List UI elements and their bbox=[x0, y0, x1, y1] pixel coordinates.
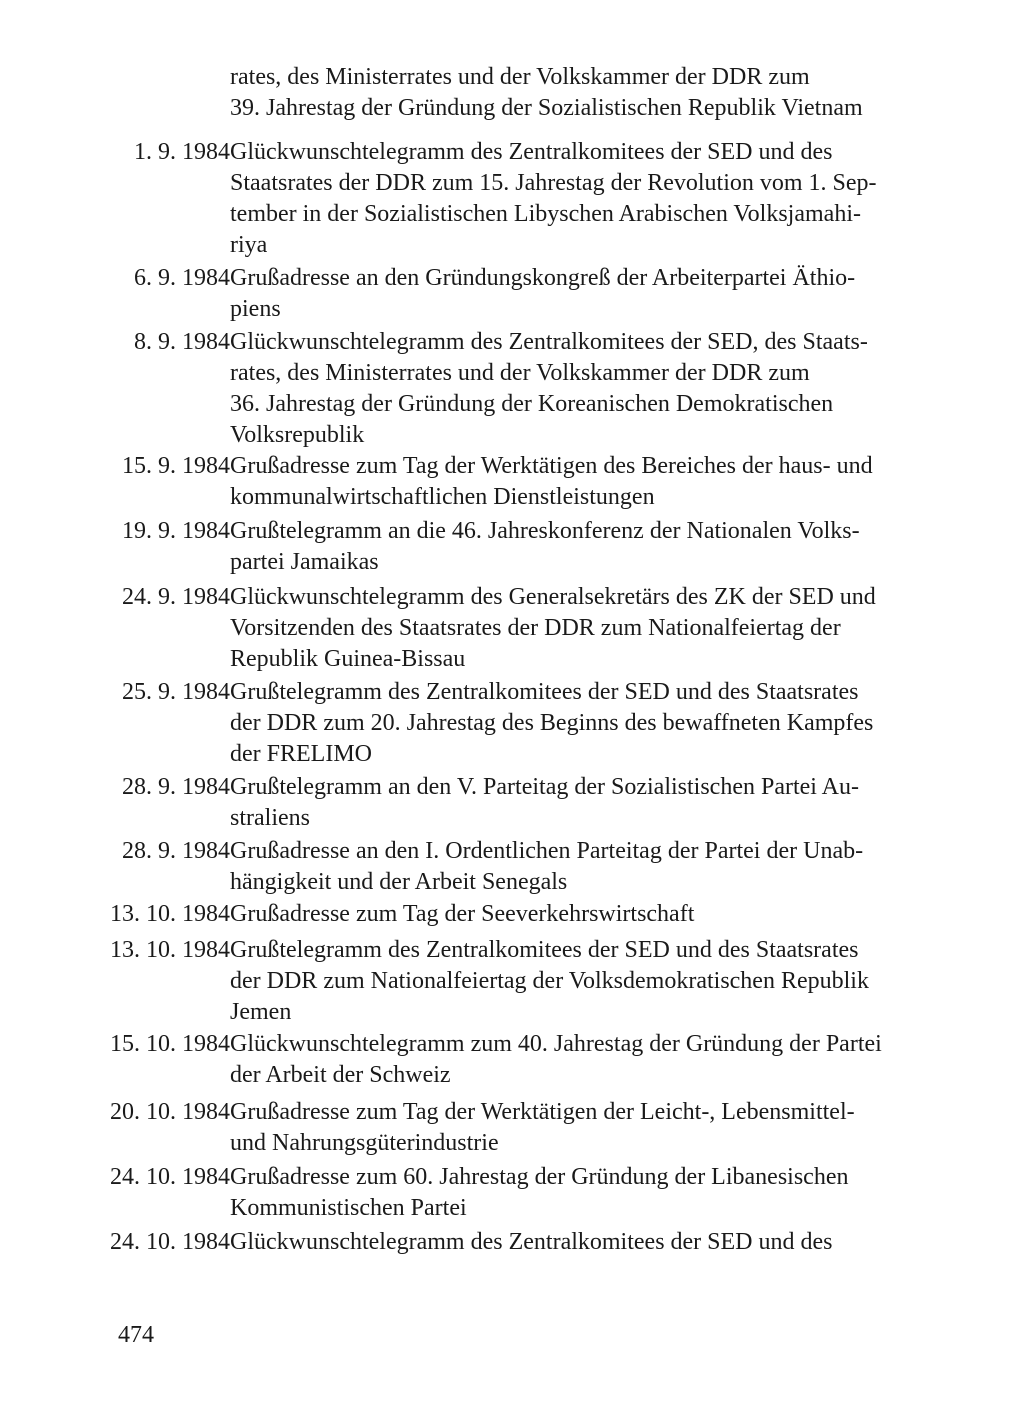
entry-date: 24. 10. 1984 bbox=[110, 1164, 230, 1190]
chronology-entry bbox=[100, 582, 930, 675]
text-line: Glückwunschtelegramm zum 40. Jahrestag der Gründung der Partei bbox=[230, 1031, 882, 1057]
text-line: der Arbeit der Schweiz bbox=[230, 1062, 451, 1088]
text-line: straliens bbox=[230, 805, 310, 831]
chronology-entry bbox=[100, 327, 930, 451]
entry-text bbox=[230, 1029, 930, 1091]
text-line: Grußadresse zum Tag der Werktätigen der Leicht-, Lebensmittel- bbox=[230, 1099, 855, 1125]
entry-date: 19. 9. 1984 bbox=[122, 518, 230, 544]
entry-text bbox=[230, 516, 930, 578]
text-line: Staatsrates der DDR zum 15. Jahrestag der Revolution vom 1. Sep- bbox=[230, 170, 877, 196]
text-line: der DDR zum Nationalfeiertag der Volksdemokratischen Republik bbox=[230, 968, 869, 994]
chronology-entry bbox=[100, 263, 930, 325]
entry-date: 6. 9. 1984 bbox=[134, 265, 230, 291]
chronology-entry bbox=[100, 677, 930, 770]
text-line: Vorsitzenden des Staatsrates der DDR zum Nationalfeiertag der bbox=[230, 615, 841, 641]
entry-text bbox=[230, 772, 930, 834]
text-line: Glückwunschtelegramm des Zentralkomitees der SED, des Staats- bbox=[230, 329, 868, 355]
entry-text bbox=[230, 137, 930, 261]
text-line: und Nahrungsgüterindustrie bbox=[230, 1130, 499, 1156]
text-line: Jemen bbox=[230, 999, 292, 1025]
entry-date: 24. 10. 1984 bbox=[110, 1229, 230, 1255]
entry-text bbox=[230, 582, 930, 675]
text-line: Grußtelegramm des Zentralkomitees der SED und des Staatsrates bbox=[230, 679, 859, 705]
entry-date: 15. 9. 1984 bbox=[122, 453, 230, 479]
text-line: Grußadresse zum Tag der Seeverkehrswirtschaft bbox=[230, 901, 695, 927]
chronology-entry bbox=[100, 772, 930, 834]
entry-date: 13. 10. 1984 bbox=[110, 937, 230, 963]
entry-text bbox=[230, 677, 930, 770]
text-line: Glückwunschtelegramm des Zentralkomitees der SED und des bbox=[230, 1229, 833, 1255]
entry-date: 25. 9. 1984 bbox=[122, 679, 230, 705]
entry-text bbox=[230, 899, 930, 930]
entry-text bbox=[230, 263, 930, 325]
text-line: Grußadresse zum Tag der Werktätigen des Bereiches der haus- und bbox=[230, 453, 873, 479]
text-line: der FRELIMO bbox=[230, 741, 372, 767]
entry-date: 28. 9. 1984 bbox=[122, 774, 230, 800]
entry-text bbox=[230, 836, 930, 898]
text-line: Volksrepublik bbox=[230, 422, 365, 448]
page-number: 474 bbox=[118, 1322, 154, 1348]
chronology-entry bbox=[100, 1029, 930, 1091]
text-line: rates, des Ministerrates und der Volkskammer der DDR zum bbox=[230, 64, 810, 90]
text-line: Kommunistischen Partei bbox=[230, 1195, 467, 1221]
text-line: Grußtelegramm an die 46. Jahreskonferenz der Nationalen Volks- bbox=[230, 518, 860, 544]
chronology-entry bbox=[100, 451, 930, 513]
entry-text bbox=[230, 1097, 930, 1159]
entry-text bbox=[230, 327, 930, 451]
text-line: tember in der Sozialistischen Libyschen Arabischen Volksjamahi- bbox=[230, 201, 861, 227]
text-line: Grußtelegramm des Zentralkomitees der SED und des Staatsrates bbox=[230, 937, 859, 963]
text-line: kommunalwirtschaftlichen Dienstleistungen bbox=[230, 484, 655, 510]
entry-date: 13. 10. 1984 bbox=[110, 901, 230, 927]
text-line: Glückwunschtelegramm des Zentralkomitees der SED und des bbox=[230, 139, 833, 165]
text-line: hängigkeit und der Arbeit Senegals bbox=[230, 869, 568, 895]
entry-date: 8. 9. 1984 bbox=[134, 329, 230, 355]
continuation-entry bbox=[100, 62, 930, 124]
chronology-entry bbox=[100, 516, 930, 578]
chronology-entry bbox=[100, 935, 930, 1028]
text-line: der DDR zum 20. Jahrestag des Beginns des bewaffneten Kampfes bbox=[230, 710, 874, 736]
chronology-entry bbox=[100, 1227, 930, 1258]
text-line: Glückwunschtelegramm des Generalsekretärs des ZK der SED und bbox=[230, 584, 876, 610]
chronology-entry bbox=[100, 137, 930, 261]
text-line: 39. Jahrestag der Gründung der Sozialistischen Republik Vietnam bbox=[230, 95, 863, 121]
entry-date: 15. 10. 1984 bbox=[110, 1031, 230, 1057]
entry-date: 24. 9. 1984 bbox=[122, 584, 230, 610]
text-line: rates, des Ministerrates und der Volkskammer der DDR zum bbox=[230, 360, 810, 386]
text-line: Grußadresse an den I. Ordentlichen Parteitag der Partei der Unab- bbox=[230, 838, 864, 864]
chronology-entry bbox=[100, 1162, 930, 1224]
entry-text bbox=[230, 1162, 930, 1224]
text-line: Republik Guinea-Bissau bbox=[230, 646, 466, 672]
text-line: Grußadresse an den Gründungskongreß der Arbeiterpartei Äthio- bbox=[230, 265, 856, 291]
entry-text bbox=[230, 451, 930, 513]
entry-date: 1. 9. 1984 bbox=[134, 139, 230, 165]
text-line: Grußadresse zum 60. Jahrestag der Gründung der Libanesischen bbox=[230, 1164, 849, 1190]
text-line: Grußtelegramm an den V. Parteitag der Sozialistischen Partei Au- bbox=[230, 774, 859, 800]
text-line: 36. Jahrestag der Gründung der Koreanischen Demokratischen bbox=[230, 391, 834, 417]
entry-text bbox=[230, 935, 930, 1028]
entry-text bbox=[230, 1227, 930, 1258]
text-line: partei Jamaikas bbox=[230, 549, 379, 575]
chronology-entry bbox=[100, 1097, 930, 1159]
text-line: riya bbox=[230, 232, 268, 258]
entry-date: 28. 9. 1984 bbox=[122, 838, 230, 864]
chronology-entry bbox=[100, 899, 930, 930]
text-line: piens bbox=[230, 296, 281, 322]
entry-text bbox=[230, 62, 930, 124]
chronology-entry bbox=[100, 836, 930, 898]
entry-date: 20. 10. 1984 bbox=[110, 1099, 230, 1125]
